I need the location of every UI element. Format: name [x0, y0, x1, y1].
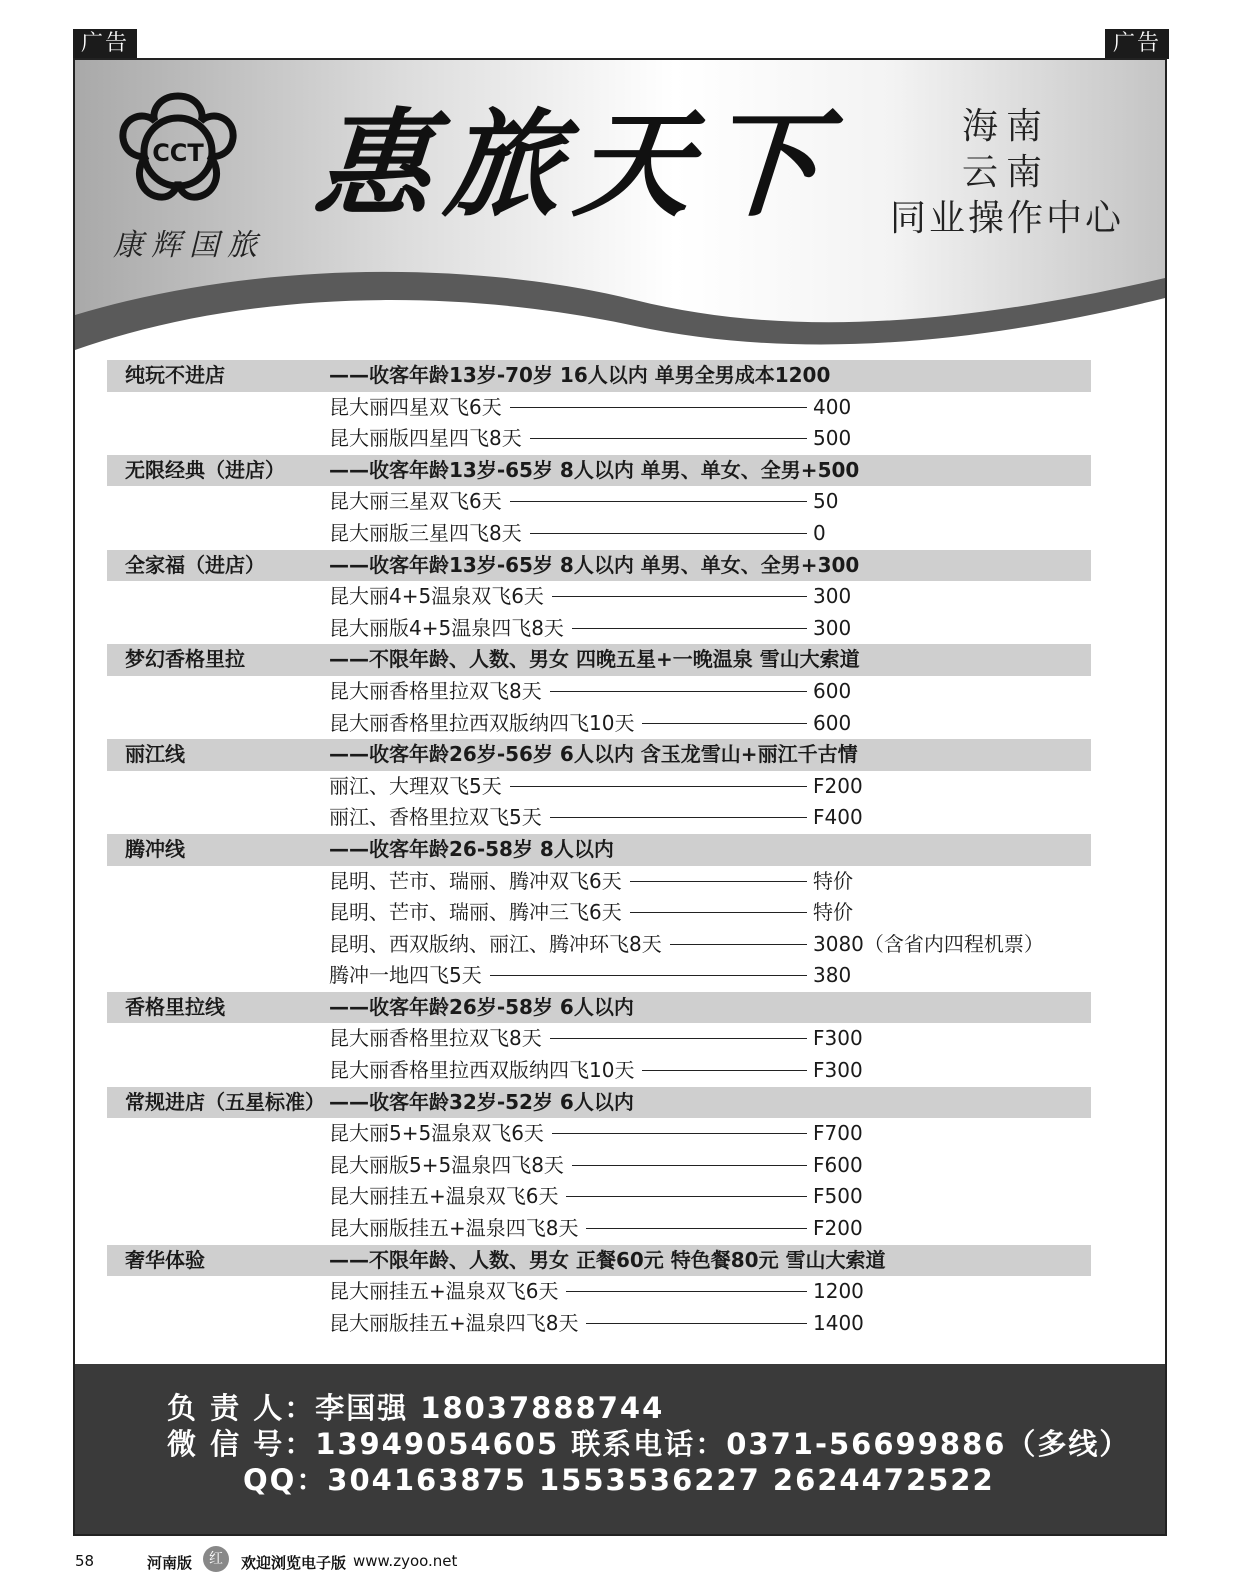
route-price: F300	[813, 1058, 863, 1083]
route-price: 380	[813, 963, 852, 988]
leader-line	[586, 1228, 807, 1229]
contact-footer	[75, 1364, 1165, 1536]
route-name: 昆大丽版挂五+温泉四飞8天	[329, 1213, 584, 1245]
section-name: 常规进店（五星标准）	[125, 1089, 325, 1114]
headline-title: 惠旅天下	[310, 97, 840, 233]
section-name: 香格里拉线	[125, 994, 225, 1019]
section-name: 梦幻香格里拉	[125, 647, 245, 672]
section-condition: ——不限年龄、人数、男女 正餐60元 特色餐80元 雪山大索道	[329, 1247, 886, 1272]
route-row	[107, 929, 1091, 961]
leader-line	[550, 1038, 807, 1039]
route-name: 昆大丽版三星四飞8天	[329, 518, 528, 550]
route-row	[107, 1023, 1091, 1055]
leader-line	[630, 912, 807, 913]
edition-label: 河南版	[147, 1554, 193, 1572]
destinations	[890, 104, 1140, 242]
ad-frame	[73, 58, 1167, 1536]
route-row	[107, 613, 1091, 645]
section-condition: ——收客年龄26岁-58岁 6人以内	[329, 994, 634, 1019]
section-header	[107, 550, 1091, 582]
leader-line	[552, 596, 807, 597]
route-name: 丽江、大理双飞5天	[329, 771, 508, 803]
leader-line	[510, 407, 807, 408]
route-name: 昆大丽香格里拉双飞8天	[329, 676, 548, 708]
route-row	[107, 1150, 1091, 1182]
route-price: F300	[813, 1026, 863, 1051]
section-condition: ——收客年龄13岁-65岁 8人以内 单男、单女、全男+300	[329, 552, 860, 577]
section-header	[107, 739, 1091, 771]
route-name: 昆大丽版四星四飞8天	[329, 423, 528, 455]
route-name: 腾冲一地四飞5天	[329, 960, 488, 992]
destination-ops-center: 同业操作中心	[890, 198, 1125, 239]
route-name: 昆大丽四星双飞6天	[329, 392, 508, 424]
leader-line	[670, 944, 807, 945]
route-price: 50	[813, 489, 839, 514]
leader-line	[530, 438, 807, 439]
route-row	[107, 1308, 1091, 1340]
destination-hainan: 海南	[962, 106, 1051, 147]
section-name: 奢华体验	[125, 1247, 205, 1272]
route-row	[107, 897, 1091, 929]
section-header	[107, 1087, 1091, 1119]
route-name: 丽江、香格里拉双飞5天	[329, 802, 548, 834]
section-condition: ——收客年龄32岁-52岁 6人以内	[329, 1089, 634, 1114]
route-name: 昆明、西双版纳、丽江、腾冲环飞8天	[329, 929, 668, 961]
route-price: 1400	[813, 1310, 864, 1335]
route-name: 昆大丽5+5温泉双飞6天	[329, 1118, 550, 1150]
route-price: 0	[813, 520, 826, 545]
leader-line	[572, 628, 807, 629]
route-row	[107, 581, 1091, 613]
route-row	[107, 708, 1091, 740]
route-row	[107, 676, 1091, 708]
section-condition: ——收客年龄13岁-65岁 8人以内 单男、单女、全男+500	[329, 457, 860, 482]
route-name: 昆大丽版挂五+温泉四飞8天	[329, 1308, 584, 1340]
route-name: 昆大丽版4+5温泉四飞8天	[329, 613, 570, 645]
route-row	[107, 423, 1091, 455]
leader-line	[530, 533, 807, 534]
route-row	[107, 866, 1091, 898]
route-name: 昆大丽三星双飞6天	[329, 486, 508, 518]
leader-line	[642, 723, 807, 724]
section-header	[107, 455, 1091, 487]
route-name: 昆大丽4+5温泉双飞6天	[329, 581, 550, 613]
route-name: 昆大丽香格里拉西双版纳四飞10天	[329, 1055, 640, 1087]
leader-line	[586, 1323, 807, 1324]
route-row	[107, 392, 1091, 424]
section-name: 丽江线	[125, 742, 185, 767]
section-condition: ——收客年龄26岁-56岁 6人以内 含玉龙雪山+丽江千古情	[329, 742, 858, 767]
leader-line	[552, 1133, 807, 1134]
ad-tag-left: 广告	[73, 29, 137, 59]
leader-line	[550, 817, 807, 818]
route-price: F700	[813, 1121, 863, 1146]
route-name: 昆大丽香格里拉双飞8天	[329, 1023, 548, 1055]
section-header	[107, 992, 1091, 1024]
route-price: 300	[813, 584, 852, 609]
route-price: F400	[813, 805, 863, 830]
leader-line	[566, 1196, 807, 1197]
route-price: 400	[813, 394, 852, 419]
red-badge-icon: 红	[203, 1546, 229, 1572]
route-name: 昆大丽挂五+温泉双飞6天	[329, 1181, 564, 1213]
section-header	[107, 360, 1091, 392]
contact-qq: QQ：304163875 1553536227 2624472522	[243, 1463, 995, 1497]
leader-line	[550, 691, 807, 692]
route-row	[107, 1118, 1091, 1150]
route-row	[107, 518, 1091, 550]
leader-line	[630, 881, 807, 882]
price-list	[107, 360, 1091, 1339]
route-name: 昆大丽版5+5温泉四飞8天	[329, 1150, 570, 1182]
section-name: 无限经典（进店）	[125, 457, 285, 482]
cct-flower-logo-icon	[113, 88, 243, 218]
welcome-text: 欢迎浏览电子版	[241, 1554, 347, 1572]
leader-line	[566, 1291, 807, 1292]
section-name: 腾冲线	[125, 836, 185, 861]
logo-text: CCT	[152, 139, 204, 167]
section-condition: ——收客年龄13岁-70岁 16人以内 单男全男成本1200	[329, 363, 831, 387]
route-name: 昆明、芒市、瑞丽、腾冲三飞6天	[329, 897, 628, 929]
route-row	[107, 1055, 1091, 1087]
ad-tag-right: 广告	[1105, 29, 1169, 59]
contact-manager: 负 责 人：李国强 18037888744	[167, 1391, 665, 1425]
route-price: 600	[813, 678, 852, 703]
route-row	[107, 771, 1091, 803]
route-row	[107, 1276, 1091, 1308]
route-price: 1200	[813, 1279, 864, 1304]
route-row	[107, 960, 1091, 992]
route-name: 昆大丽挂五+温泉双飞6天	[329, 1276, 564, 1308]
route-price: 特价	[813, 868, 853, 893]
route-price: F200	[813, 773, 863, 798]
leader-line	[572, 1165, 807, 1166]
leader-line	[510, 501, 807, 502]
destination-yunnan: 云南	[962, 152, 1051, 193]
logo-caption: 康辉国旅	[113, 228, 265, 263]
route-price: F200	[813, 1216, 863, 1241]
page-number: 58	[75, 1552, 95, 1570]
website-link[interactable]: www.zyoo.net	[353, 1552, 458, 1570]
leader-line	[510, 786, 807, 787]
route-row	[107, 486, 1091, 518]
route-row	[107, 1213, 1091, 1245]
route-price: 特价	[813, 900, 853, 925]
route-price: F600	[813, 1152, 863, 1177]
route-price: 3080（含省内四程机票）	[813, 931, 1044, 956]
route-name: 昆大丽香格里拉西双版纳四飞10天	[329, 708, 640, 740]
route-price: 300	[813, 615, 852, 640]
route-name: 昆明、芒市、瑞丽、腾冲双飞6天	[329, 866, 628, 898]
section-condition: ——收客年龄26-58岁 8人以内	[329, 836, 614, 861]
route-price: F500	[813, 1184, 863, 1209]
leader-line	[642, 1070, 807, 1071]
contact-wechat-phone: 微 信 号：13949054605 联系电话：0371-56699886（多线）	[167, 1427, 1131, 1461]
section-name: 全家福（进店）	[125, 552, 265, 577]
section-header	[107, 644, 1091, 676]
header-banner	[75, 60, 1165, 360]
section-condition: ——不限年龄、人数、男女 四晚五星+一晚温泉 雪山大索道	[329, 647, 860, 672]
section-header	[107, 1245, 1091, 1277]
section-header	[107, 834, 1091, 866]
wave-decoration	[75, 260, 1165, 360]
route-row	[107, 802, 1091, 834]
route-price: 600	[813, 710, 852, 735]
leader-line	[490, 975, 807, 976]
route-price: 500	[813, 426, 852, 451]
section-name: 纯玩不进店	[125, 363, 225, 387]
route-row	[107, 1181, 1091, 1213]
